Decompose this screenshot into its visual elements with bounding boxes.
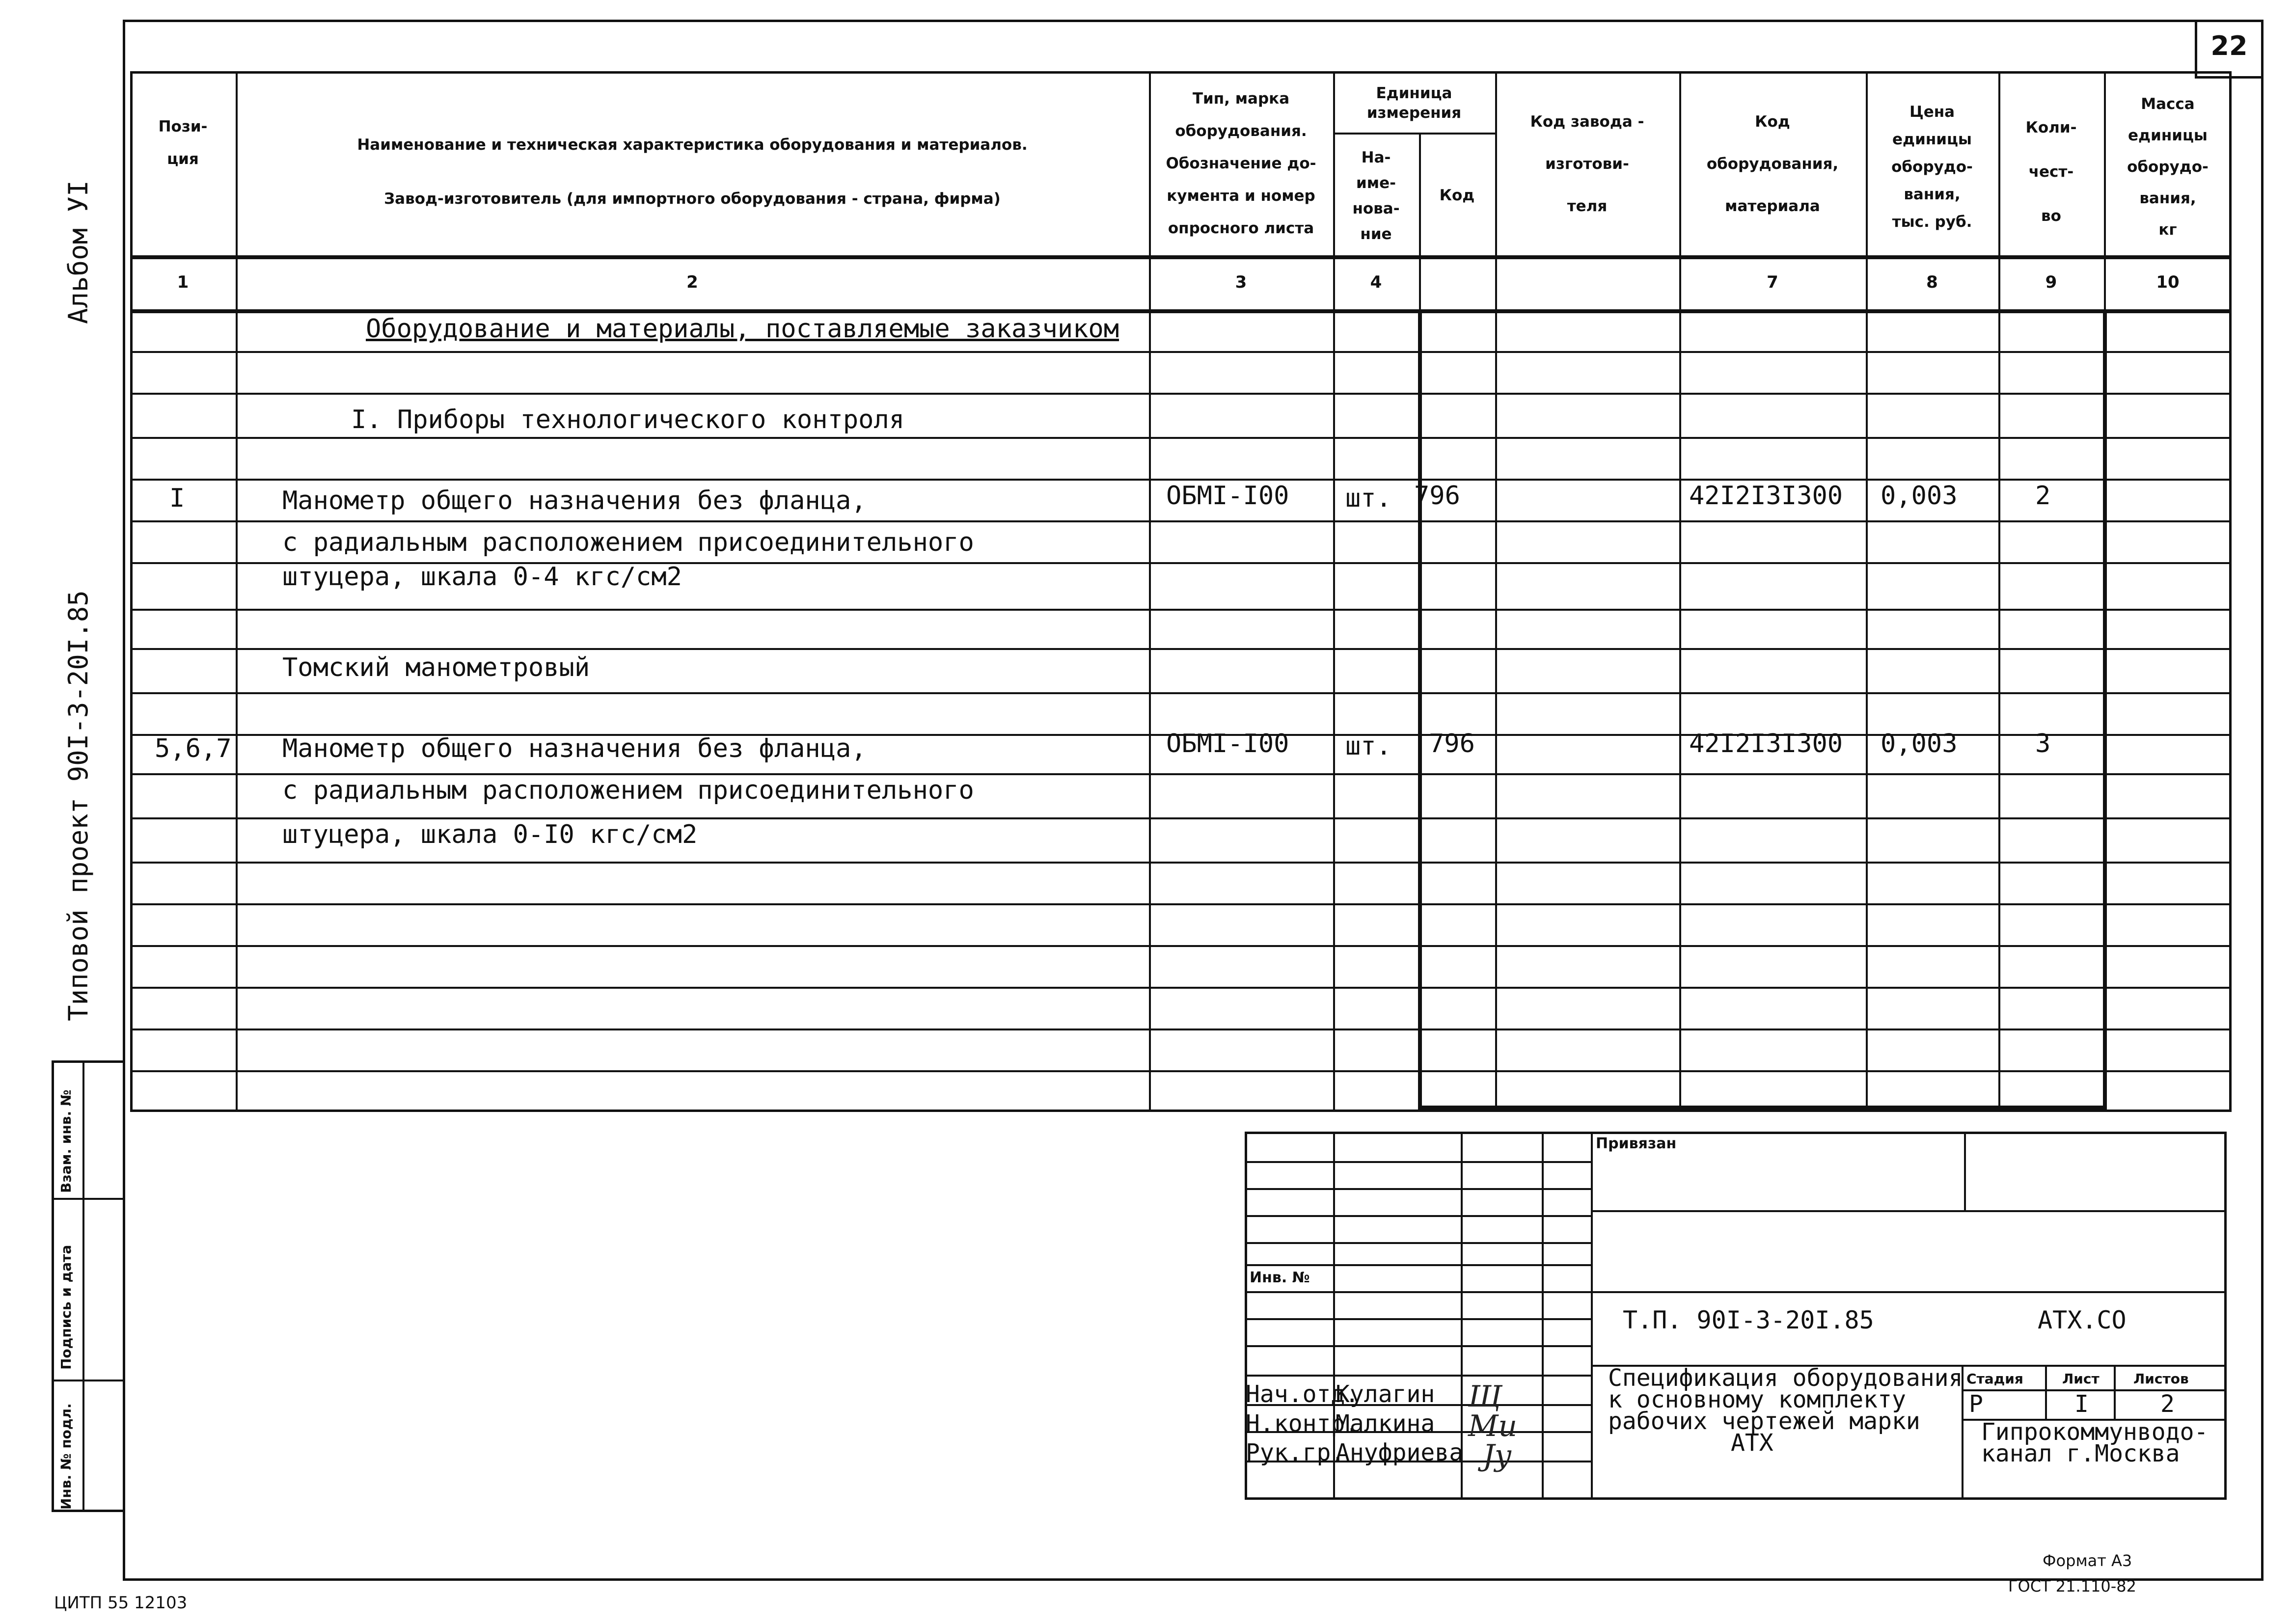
tb-line (2114, 1365, 2116, 1419)
item-price: 0,003 (1881, 729, 1958, 758)
document-code: Т.П. 90I-3-20I.85 (1623, 1306, 1874, 1334)
tb-line (1591, 1210, 2227, 1212)
sheets-label: Листов (2133, 1371, 2189, 1387)
item-unit: шт. (1345, 484, 1391, 513)
row-line (130, 862, 2232, 864)
row-line (130, 437, 2232, 439)
inv-number-label: Инв. № (1250, 1269, 1310, 1286)
col-line (236, 71, 238, 1112)
organization: Гипрокоммунводо- канал г.Москва (1981, 1418, 2209, 1467)
signature-mark: Jy (1483, 1438, 1511, 1473)
row-line (130, 987, 2232, 989)
col-line-thick (1418, 309, 1422, 1112)
item-type: ОБМI-I00 (1166, 481, 1289, 511)
item-unit: шт. (1345, 731, 1391, 761)
tb-line (1245, 1318, 1591, 1320)
tb-line (1245, 1375, 1591, 1377)
item-type: ОБМI-I00 (1166, 729, 1289, 758)
row-line (130, 393, 2232, 395)
stamp-inv-original: Инв. № подл. (58, 1403, 74, 1510)
manufacturer: Томский манометровый (282, 653, 590, 682)
row-line (130, 1070, 2232, 1072)
signer-name: Кулагин (1336, 1380, 1435, 1408)
signature-mark: Ми (1468, 1409, 1518, 1443)
item-name-line: Манометр общего назначения без фланца, (282, 734, 867, 763)
col-line-thick (2103, 309, 2107, 1112)
tb-line (1245, 1264, 1591, 1266)
signer-name: Ануфриева (1336, 1439, 1464, 1466)
column-number: 1 (177, 272, 189, 292)
header-quantity: Коли- чест- во (2025, 119, 2077, 225)
signer-role: Нач.отд. (1246, 1380, 1360, 1408)
left-stamp-line (52, 1198, 125, 1200)
sheets-value: 2 (2160, 1390, 2175, 1418)
signer-name: Малкина (1336, 1410, 1435, 1437)
stamp-replace-inv: Взам. инв. № (58, 1089, 74, 1193)
header-unit-group: Единица измерения (1366, 84, 1462, 122)
sheet-value: I (2074, 1390, 2089, 1418)
signer-role: Н.контр. (1246, 1410, 1360, 1437)
tb-line (1964, 1132, 1966, 1210)
privyazan-label: Привязан (1596, 1135, 1677, 1152)
col-line (1495, 71, 1497, 1112)
tb-line (1962, 1389, 2227, 1391)
format-label: Формат А3 (2043, 1551, 2132, 1570)
tb-line (1245, 1291, 1591, 1293)
tb-line (1245, 1345, 1591, 1347)
item-quantity: 2 (2035, 481, 2051, 511)
item-name-line: штуцера, шкала 0-4 кгс/см2 (282, 562, 682, 592)
item-name-line: с радиальным расположением присоединительного (282, 528, 974, 557)
tb-line (1245, 1242, 1591, 1244)
header-position: Пози- ция (158, 118, 208, 168)
header-name: Наименование и техническая характеристика оборудования и материалов. Завод-изготовитель (для импортного оборудования - страна, фирма) (357, 136, 1028, 208)
sheet-label: Лист (2062, 1371, 2100, 1387)
item-position: I (169, 484, 185, 513)
left-stamp-line (52, 1380, 125, 1381)
tb-line (1245, 1161, 1591, 1163)
left-stamp-divider (82, 1060, 84, 1512)
column-number: 7 (1767, 272, 1778, 292)
column-number: 10 (2156, 272, 2180, 292)
header-equipment-code: Код оборудования, материала (1706, 113, 1839, 215)
section-title: Оборудование и материалы, поставляемые заказчиком (366, 314, 1119, 344)
row-line (130, 945, 2232, 947)
row-line (130, 351, 2232, 353)
tb-line (2045, 1365, 2047, 1419)
row-line (130, 773, 2232, 775)
gost-label: ГОСТ 21.110-82 (2008, 1577, 2136, 1596)
item-position: 5,6,7 (155, 734, 232, 763)
document-mark: АТХ.СО (2038, 1306, 2127, 1334)
tb-line (1542, 1132, 1544, 1500)
column-number: 4 (1370, 272, 1382, 292)
item-unit-code: 796 (1429, 729, 1475, 758)
column-number: 8 (1926, 272, 1938, 292)
item-name-line: штуцера, шкала 0-I0 кгс/см2 (282, 820, 698, 849)
signature-mark: Щ (1468, 1380, 1502, 1414)
row-line (130, 903, 2232, 905)
tb-line (1591, 1291, 2227, 1293)
item-quantity: 3 (2035, 729, 2051, 758)
project-label: Типовой проект 90I-3-20I.85 (63, 590, 94, 1021)
spec-title: Спецификация оборудования к основному комплекту рабочих чертежей марки АТХ (1608, 1364, 1963, 1457)
tb-line (1591, 1132, 1593, 1500)
sheet-number: 22 (2210, 30, 2248, 61)
item-price: 0,003 (1881, 481, 1958, 511)
printer-label: ЦИТП 55 12103 (54, 1593, 188, 1613)
column-number: 2 (686, 272, 698, 292)
stage-label: Стадия (1966, 1371, 2023, 1387)
row-line (130, 648, 2232, 650)
row-line (130, 817, 2232, 819)
tb-line (1245, 1215, 1591, 1217)
stage-value: Р (1969, 1390, 1983, 1418)
item-name-line: с радиальным расположением присоединительного (282, 776, 974, 805)
item-unit-code: 796 (1414, 481, 1460, 511)
row-line (130, 692, 2232, 694)
subsection-title: I. Приборы технологического контроля (351, 405, 905, 434)
colnum-bottom-line (130, 309, 2232, 313)
header-bottom-line (130, 255, 2232, 259)
header-price: Цена единицы оборудо- вания, тыс. руб. (1891, 103, 1973, 231)
table-bottom-line (1418, 1106, 2107, 1110)
header-type: Тип, марка оборудования. Обозначение до- кумента и номер опросного листа (1166, 90, 1316, 237)
row-line (130, 479, 2232, 481)
tb-line (1962, 1365, 1964, 1500)
album-label: Альбом УI (63, 180, 94, 324)
stamp-signature-date: Подпись и дата (58, 1245, 74, 1370)
signer-role: Рук.гр. (1246, 1439, 1345, 1466)
col-line (1679, 71, 1681, 1112)
header-unit-name: На- име- нова- ние (1352, 149, 1400, 243)
column-number: 3 (1235, 272, 1247, 292)
header-manufacturer-code: Код завода - изготови- теля (1530, 113, 1644, 215)
unit-group-line (1333, 133, 1495, 135)
item-equipment-code: 42I2I3I300 (1689, 481, 1843, 511)
header-mass: Масса единицы оборудо- вания, кг (2127, 95, 2209, 239)
row-line (130, 609, 2232, 611)
tb-line (1245, 1188, 1591, 1190)
row-line (130, 520, 2232, 522)
column-number: 9 (2045, 272, 2057, 292)
header-unit-code: Код (1439, 187, 1475, 204)
item-name-line: Манометр общего назначения без фланца, (282, 486, 867, 515)
row-line (130, 1029, 2232, 1030)
item-equipment-code: 42I2I3I300 (1689, 729, 1843, 758)
